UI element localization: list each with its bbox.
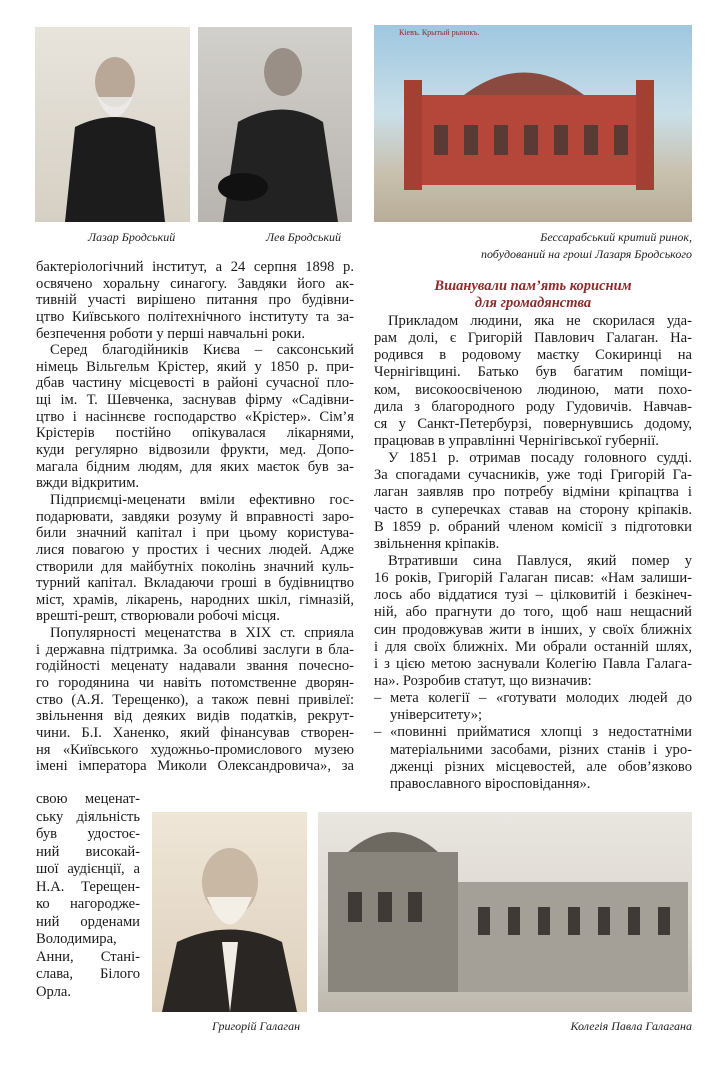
text-line: на». Розробив статут, що визначив: <box>374 672 592 689</box>
text-line: подарювати, завдяки розуму й вправності заро- <box>36 508 354 525</box>
text-line: В 1859 р. обраний членом комісії з підготовки <box>374 518 692 535</box>
text-line: ську діяльність <box>36 808 140 825</box>
text-line: тивній участі вирішено питання про будівни- <box>36 292 354 309</box>
text-line: Серед благодійників Києва – саксонський <box>50 342 354 359</box>
text-line: цтво і насіннєве господарство «Крістер». Сім’я <box>36 408 354 425</box>
caption-grigory-galagan: Григорій Галаган <box>212 1019 301 1033</box>
text-line: вжди відкритим. <box>36 475 140 492</box>
text-line: били значний капітал і при цьому користува- <box>36 525 354 542</box>
text-line: працював в управлінні Чернігівської губернії. <box>374 432 659 449</box>
text-line: За спогадами сучасників, уже тоді Григорій Га- <box>374 467 692 484</box>
text-line: слава, Білого <box>36 966 140 982</box>
text-line: університету»; <box>390 707 483 724</box>
postcard-lettering: Кіевъ. Крытый рынокъ. <box>399 28 480 37</box>
text-line: магала бідним людям, для яких маєток був за- <box>36 458 354 475</box>
text-line: врешті-решт, створювали робочі місця. <box>36 608 280 625</box>
text-line: Втративши сина Павлуся, який помер у <box>388 552 692 569</box>
text-line: створили для майбутніх поколінь значний куль- <box>36 558 354 575</box>
right-column-text <box>374 313 692 793</box>
text-line: Анни, Стані- <box>36 948 140 965</box>
text-line: і для своїх ближніх. Ми обрали останній шлях, <box>374 638 692 655</box>
text-line: звільнення кріпаків. <box>374 535 500 552</box>
text-line: шої аудієнції, а <box>36 861 140 877</box>
text-line: ся у Санкт-Петербурзі, повернувшись додому, <box>374 415 692 432</box>
left-column-text <box>36 259 354 775</box>
text-line: був удостоє- <box>36 826 140 842</box>
text-line: звільнення від деяких видів податків, рекрут- <box>36 708 354 725</box>
text-line: турний капітал. Вкладаючи гроші в будівництво <box>36 575 354 592</box>
text-line: дила з благородного роду Гудовичів. Навчав- <box>374 398 692 415</box>
text-line: Н.А. Терещен- <box>36 878 140 895</box>
heading-line: Вшанували пам’ять корисним <box>434 278 632 294</box>
text-line: Чернігівщині. Батько був багатим поміщи- <box>374 364 692 381</box>
text-line: освячено хоральну синагогу. Завдяки його ак- <box>36 275 354 292</box>
text-line: цтво Київського політехнічного інституту та за- <box>36 308 354 325</box>
text-line: щі ім. Т. Шевченка, заснував фірму «Садівни- <box>36 392 354 409</box>
text-line: чини. Б.І. Ханенко, який фінансував створен- <box>36 724 354 741</box>
text-line: лось або віддатися тузі – цілковитій і безкінеч- <box>374 587 692 604</box>
text-line: 16 років, Григорій Галаган писав: «Нам залиши- <box>374 570 692 587</box>
caption-lev-brodsky: Лев Бродський <box>266 230 342 244</box>
text-line: – «повинні прийматися хлопці з недостатніми <box>374 724 692 741</box>
text-line: Крістерів постійно опікувалася лікарнями, <box>36 425 354 442</box>
text-line: го городянина чи навіть потомственне дворян- <box>36 675 354 692</box>
text-line: ко нагородже- <box>36 896 140 912</box>
text-line: міст, храмів, лікарень, народних шкіл, гімназій, <box>36 591 354 608</box>
caption-lazar-brodsky: Лазар Бродський <box>88 230 176 244</box>
text-line: лися повагою у простих і чесних людей. Адже <box>36 541 354 558</box>
text-line: православного віросповідання». <box>390 775 591 792</box>
text-line: Популярності меценатства в XIX ст. сприяла <box>50 625 354 642</box>
text-line: ній, або прагнути до того, щоб наш нещасний <box>374 604 692 621</box>
text-line: часто в суперечках ставав на сторону кріпаків. <box>374 501 692 518</box>
text-line: У 1851 р. отримав посаду головного судді. <box>388 450 692 467</box>
photo-galagan-collegium <box>318 812 692 1012</box>
text-line: ство (А.Я. Терещенко), а також певні привілеї: <box>36 691 354 708</box>
text-line: Володимира, <box>36 931 117 947</box>
text-line: Прикладом людини, яка не скорилася уда- <box>388 313 692 329</box>
text-line: і державна підтримка. За особливі заслуги в бла- <box>36 641 354 658</box>
text-line: і з цією метою заснували Колегію Павла Галага- <box>374 655 692 672</box>
text-line: – мета колегії – «готувати молодих людей до <box>374 690 692 707</box>
heading-line: для громадянства <box>474 295 592 311</box>
caption-bessarabsky-market <box>481 229 692 263</box>
text-line: Підприємці-меценати вміли ефективно гос- <box>50 491 354 508</box>
text-line: рам долі, є Григорій Павлович Галаган. На- <box>374 330 692 347</box>
text-line: безпечення роботи у перші навчальні роки. <box>36 325 305 342</box>
caption-line: побудований на гроші Лазаря Бродського <box>480 247 692 261</box>
text-line: свою меценат- <box>36 791 140 807</box>
text-line: родився в родовому маєтку Сокиринці на <box>374 347 692 364</box>
text-line: Орла. <box>36 983 72 1000</box>
photo-lev-brodsky <box>198 27 352 222</box>
photo-grigory-galagan <box>152 812 307 1012</box>
photo-bessarabsky-market <box>374 25 692 222</box>
text-line: ня «Київського художньо-промислового музею <box>36 741 354 758</box>
text-line: матеріальними засобами, різних станів і уро- <box>390 741 692 758</box>
caption-galagan-collegium: Колегія Павла Галагана <box>570 1019 692 1033</box>
text-line: імені імператора Миколи Олександровича», за <box>36 758 354 775</box>
photo-lazar-brodsky <box>35 27 190 222</box>
text-line: куди регулярно відвозили фрукти, мед. Допо- <box>36 442 354 459</box>
text-line: дбав частину місцевості в районі сучасної пло- <box>36 375 354 392</box>
text-line: німець Вільгельм Крістер, який у 1850 р. при- <box>36 358 354 375</box>
text-line: ний високай- <box>36 843 140 860</box>
text-line: ний орденами <box>36 913 140 930</box>
text-line: дженці різних місцевостей, але обов’язково <box>390 758 692 775</box>
text-line: годійності меценату надавали звання почесно- <box>36 658 354 675</box>
text-line: син продовжував жити в інших, у своїх ближніх <box>374 621 692 638</box>
caption-line: Бессарабський критий ринок, <box>540 230 692 244</box>
narrow-column-text <box>36 791 140 1001</box>
section-heading <box>374 278 692 312</box>
text-line: лаган заявляв про потребу відміни кріпацтва і <box>374 484 692 501</box>
text-line: бактеріологічний інститут, а 24 серпня 1898 р. <box>36 259 354 275</box>
text-line: ком, високоосвіченою людиною, мати похо- <box>374 381 692 398</box>
